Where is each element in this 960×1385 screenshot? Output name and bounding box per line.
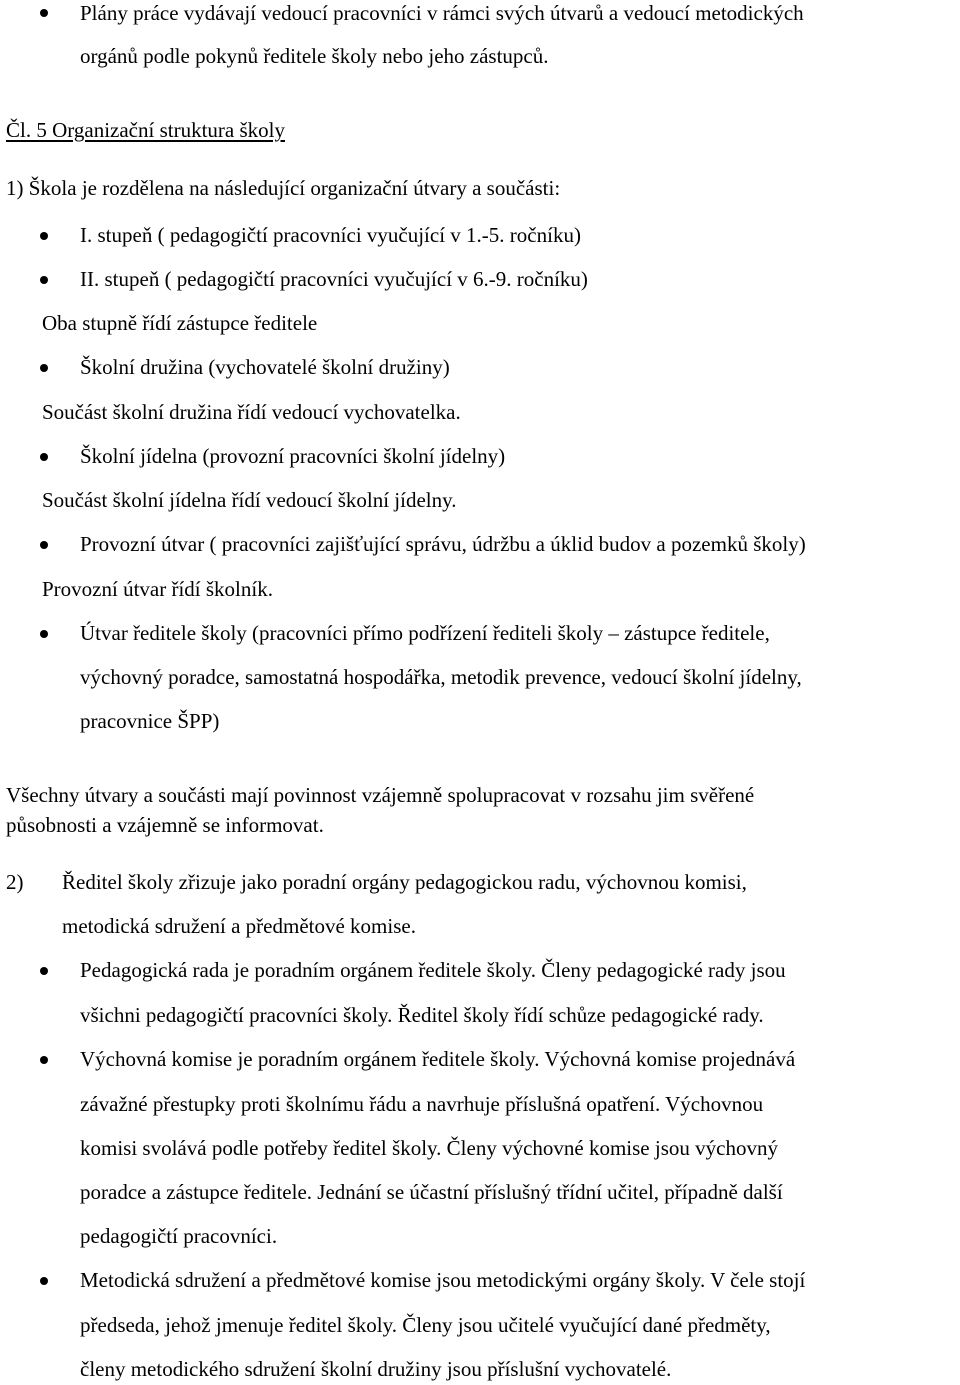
list-item-jidelna: Školní jídelna (provozní pracovníci školní jídelny) <box>80 444 506 468</box>
note-jidelna: Součást školní jídelna řídí vedoucí školní jídelny. <box>42 488 457 512</box>
point-1: 1) Škola je rozdělena na následující organizační útvary a součásti: <box>6 176 561 200</box>
point-2-number: 2) <box>6 870 24 894</box>
komise-line-1: Výchovná komise je poradním orgánem ředitele školy. Výchovná komise projednává <box>80 1047 796 1071</box>
note-stupne: Oba stupně řídí zástupce ředitele <box>42 311 318 335</box>
cooperation-line-1: Všechny útvary a součásti mají povinnost vzájemně spolupracovat v rozsahu jim svěřené <box>6 783 755 807</box>
list-item-provozni: Provozní útvar ( pracovníci zajišťující správu, údržbu a úklid budov a pozemků školy) <box>80 532 806 556</box>
sdruzeni-line-1: Metodická sdružení a předmětové komise jsou metodickými orgány školy. V čele stojí <box>80 1268 806 1292</box>
note-druzina: Součást školní družina řídí vedoucí vychovatelka. <box>42 400 461 424</box>
list-item-stupen-2: II. stupeň ( pedagogičtí pracovníci vyučující v 6.-9. ročníku) <box>80 267 588 291</box>
komise-line-2: závažné přestupky proti školnímu řádu a navrhuje příslušná opatření. Výchovnou <box>80 1092 764 1116</box>
bullet-marker <box>40 453 48 461</box>
bullet-marker <box>40 364 48 372</box>
note-provozni: Provozní útvar řídí školník. <box>42 577 273 601</box>
rada-line-2: všichni pedagogičtí pracovníci školy. Ředitel školy řídí schůze pedagogické rady. <box>80 1003 764 1027</box>
point-2-line-2: metodická sdružení a předmětové komise. <box>62 914 416 938</box>
bullet-marker <box>40 9 48 17</box>
sdruzeni-line-2: předseda, jehož jmenuje ředitel školy. Členy jsou učitelé vyučující dané předměty, <box>80 1313 771 1337</box>
list-item-utvar-reditele-3: pracovnice ŠPP) <box>80 709 220 733</box>
sdruzeni-line-3: členy metodického sdružení školní družiny jsou příslušní vychovatelé. <box>80 1357 672 1381</box>
list-item-druzina: Školní družina (vychovatelé školní družiny) <box>80 355 450 379</box>
bullet-marker <box>40 630 48 638</box>
bullet-marker <box>40 541 48 549</box>
list-item-stupen-1: I. stupeň ( pedagogičtí pracovníci vyučující v 1.-5. ročníku) <box>80 223 581 247</box>
section-heading: Čl. 5 Organizační struktura školy <box>6 118 285 142</box>
rada-line-1: Pedagogická rada je poradním orgánem ředitele školy. Členy pedagogické rady jsou <box>80 958 786 982</box>
komise-line-3: komisi svolává podle potřeby ředitel školy. Členy výchovné komise jsou výchovný <box>80 1136 778 1160</box>
intro-line-1: Plány práce vydávají vedoucí pracovníci v rámci svých útvarů a vedoucí metodických <box>80 1 804 25</box>
bullet-marker <box>40 276 48 284</box>
list-item-utvar-reditele-1: Útvar ředitele školy (pracovníci přímo podřízení řediteli školy – zástupce ředitele, <box>80 621 770 645</box>
bullet-marker <box>40 967 48 975</box>
komise-line-4: poradce a zástupce ředitele. Jednání se účastní příslušný třídní učitel, případně další <box>80 1180 783 1204</box>
komise-line-5: pedagogičtí pracovníci. <box>80 1224 278 1248</box>
list-item-utvar-reditele-2: výchovný poradce, samostatná hospodářka, metodik prevence, vedoucí školní jídelny, <box>80 665 802 689</box>
bullet-marker <box>40 1056 48 1064</box>
intro-line-2: orgánů podle pokynů ředitele školy nebo jeho zástupců. <box>80 44 549 68</box>
point-2-line-1: Ředitel školy zřizuje jako poradní orgány pedagogickou radu, výchovnou komisi, <box>62 870 747 894</box>
bullet-marker <box>40 232 48 240</box>
cooperation-line-2: působnosti a vzájemně se informovat. <box>6 813 324 837</box>
bullet-marker <box>40 1277 48 1285</box>
